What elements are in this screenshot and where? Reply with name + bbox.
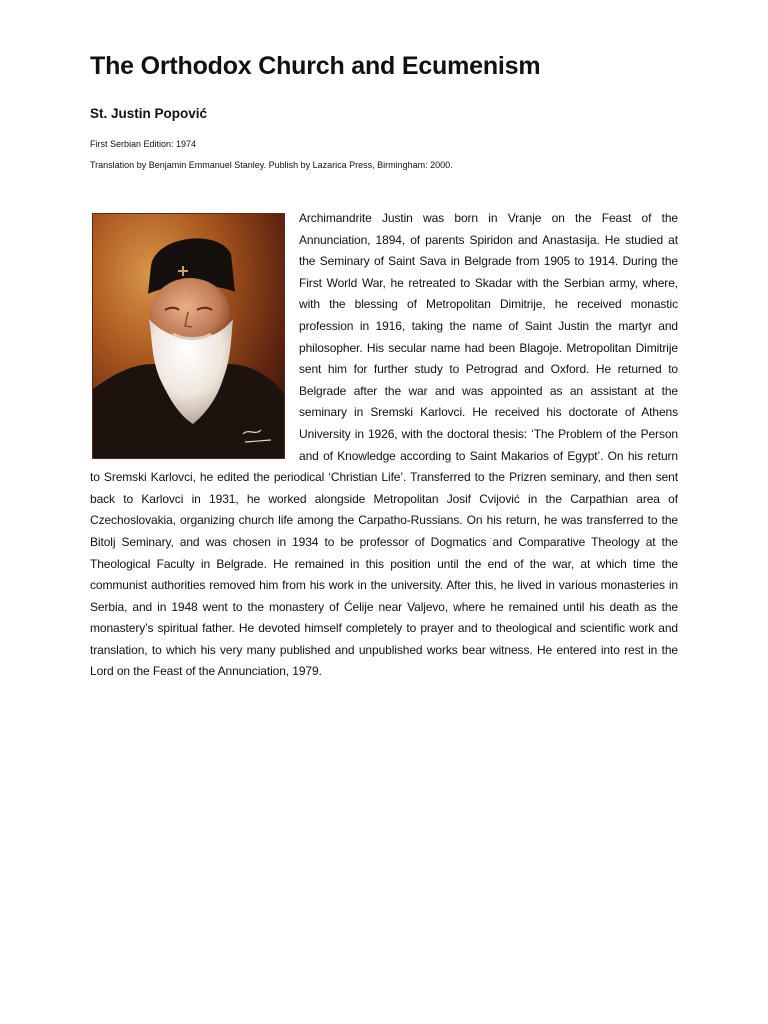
page-title: The Orthodox Church and Ecumenism (90, 52, 541, 80)
edition-info: First Serbian Edition: 1974 (90, 139, 197, 149)
author-name: St. Justin Popović (90, 106, 208, 121)
portrait-painting-icon (93, 214, 284, 458)
translation-info: Translation by Benjamin Emmanuel Stanley. Publish by Lazarica Press, Birmingham: 2000. (90, 160, 453, 170)
biography-section (90, 208, 678, 683)
portrait-image (92, 213, 285, 459)
document-page (90, 48, 678, 679)
biography-text: Archimandrite Justin was born in Vranje on the Feast of the Annunciation, 1894, of parents Spiridon and Anastasija. He studied at the Seminary of Saint Sava in Belgrade from 1905 to 1914. During the First World War, he retreated to Skadar with the Serbian army, where, with the blessing of Metropolitan Dimitrije, he received monastic profession in 1916, taking the name of Saint Justin the martyr and philosopher. His secular name had been Blagoje. Metropolitan Dimitrije sent him for further study to Petrograd and Oxford. He returned to Belgrade after the war and was appointed as an assistant at the seminary in Sremski Karlovci. He received his doctorate of Athens University in 1926, with the doctoral thesis: ‘The Problem of the Person and of Knowledge according to Saint Makarios of Egypt’. On his return to Sremski Karlovci, he edited the periodical ‘Christian Life’. Transferred to the Prizren seminary, and then sent back to Karlovci in 1931, he worked alongside Metropolitan Josif Cvijović in the Carpathian area of Czechoslovakia, organizing church life among the Carpatho-Russians. On his return, he was transferred to the Bitolj Seminary, and was chosen in 1934 to be professor of Dogmatics and Comparative Theology at the Theological Faculty in Belgrade. He remained in this position until the end of the war, at which time the communist authorities removed him from his work in the university. After this, he lived in various monasteries in Serbia, and in 1948 went to the monastery of Ćelije near Valjevo, where he remained until his death as the monastery’s spiritual father. He devoted himself completely to prayer and to theological and scientific work and translation, to which his very many published and unpublished works bear witness. He entered into rest in the Lord on the Feast of the Annunciation, 1979. (90, 211, 678, 679)
